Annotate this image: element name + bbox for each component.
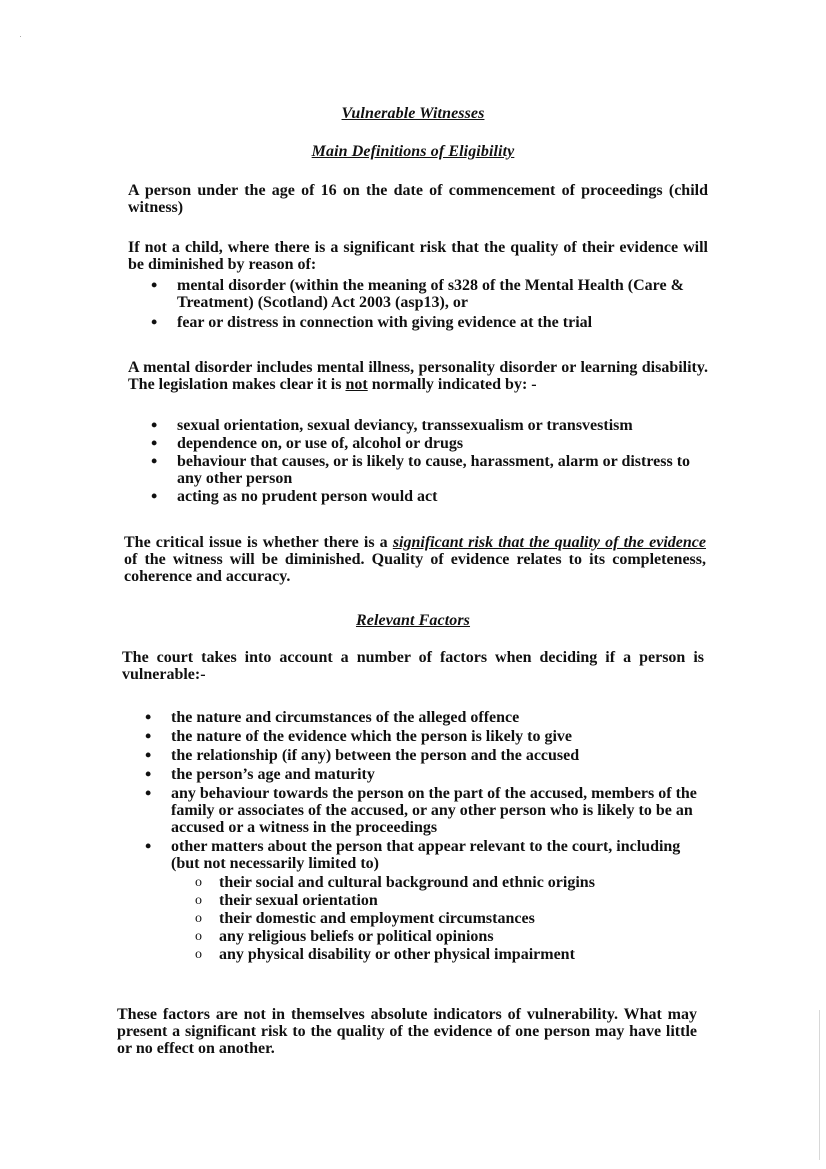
text-span: A mental disorder includes mental illness, personality disorder or learning disability. The legislation makes clear it is	[128, 359, 708, 393]
list-item: • fear or distress in connection with giving evidence at the trial	[150, 314, 710, 331]
text-span: normally indicated by: -	[367, 376, 537, 393]
factors-intro-paragraph: The court takes into account a number of factors when deciding if a person is vulnerable:-	[122, 649, 704, 683]
document-title: Vulnerable Witnesses	[341, 105, 485, 122]
exclusions-list	[150, 417, 710, 505]
scan-speck	[20, 36, 21, 37]
emphasis-not: not	[345, 376, 368, 393]
significant-risk-paragraph: If not a child, where there is a significant risk that the quality of their evidence will be diminished by reason of:	[128, 239, 708, 273]
closing-paragraph: These factors are not in themselves absolute indicators of vulnerability. What may present a significant risk to the quality of the evidence of one person may have little or no effect on another.	[117, 1006, 697, 1057]
list-item: • the person’s age and maturity	[144, 766, 704, 783]
other-matters-sublist	[195, 874, 704, 964]
scan-edge-line	[819, 1010, 820, 1160]
list-item: • sexual orientation, sexual deviancy, transsexualism or transvestism	[150, 417, 710, 434]
mental-disorder-paragraph	[128, 359, 708, 393]
factors-list	[144, 709, 704, 964]
list-item-text: other matters about the person that appear relevant to the court, including (but not necessarily limited to)	[171, 838, 681, 872]
emphasis-quality: significant risk that the quality of the evidence	[392, 534, 707, 551]
definitions-heading: Main Definitions of Eligibility	[311, 143, 515, 160]
list-item: • mental disorder (within the meaning of s328 of the Mental Health (Care & Treatment) (Scotland) Act 2003 (asp13), or	[150, 277, 710, 311]
list-item: • the nature and circumstances of the alleged offence	[144, 709, 704, 726]
sub-list-item: o any physical disability or other physical impairment	[195, 946, 704, 964]
list-item: • the relationship (if any) between the person and the accused	[144, 747, 704, 764]
list-item: • any behaviour towards the person on the part of the accused, members of the family or associates of the accused, or any other person who is likely to be an accused or a witness in the proceedings	[144, 785, 704, 836]
text-span: The critical issue is whether there is a	[124, 534, 393, 551]
sub-list-item: o their social and cultural background and ethnic origins	[195, 874, 704, 892]
list-item: • the nature of the evidence which the person is likely to give	[144, 728, 704, 745]
critical-issue-paragraph	[124, 534, 706, 585]
list-item	[144, 838, 704, 964]
list-item: • acting as no prudent person would act	[150, 488, 710, 505]
list-item: • behaviour that causes, or is likely to cause, harassment, alarm or distress to any other person	[150, 453, 710, 487]
sub-list-item: o any religious beliefs or political opinions	[195, 928, 704, 946]
risk-reasons-list	[150, 277, 710, 331]
sub-list-item: o their sexual orientation	[195, 892, 704, 910]
child-witness-paragraph: A person under the age of 16 on the date of commencement of proceedings (child witness)	[128, 182, 708, 216]
text-span: of the witness will be diminished. Quality of evidence relates to its completeness, coherence and accuracy.	[124, 551, 706, 585]
factors-heading: Relevant Factors	[355, 612, 471, 629]
list-item: • dependence on, or use of, alcohol or drugs	[150, 435, 710, 452]
sub-list-item: o their domestic and employment circumstances	[195, 910, 704, 928]
